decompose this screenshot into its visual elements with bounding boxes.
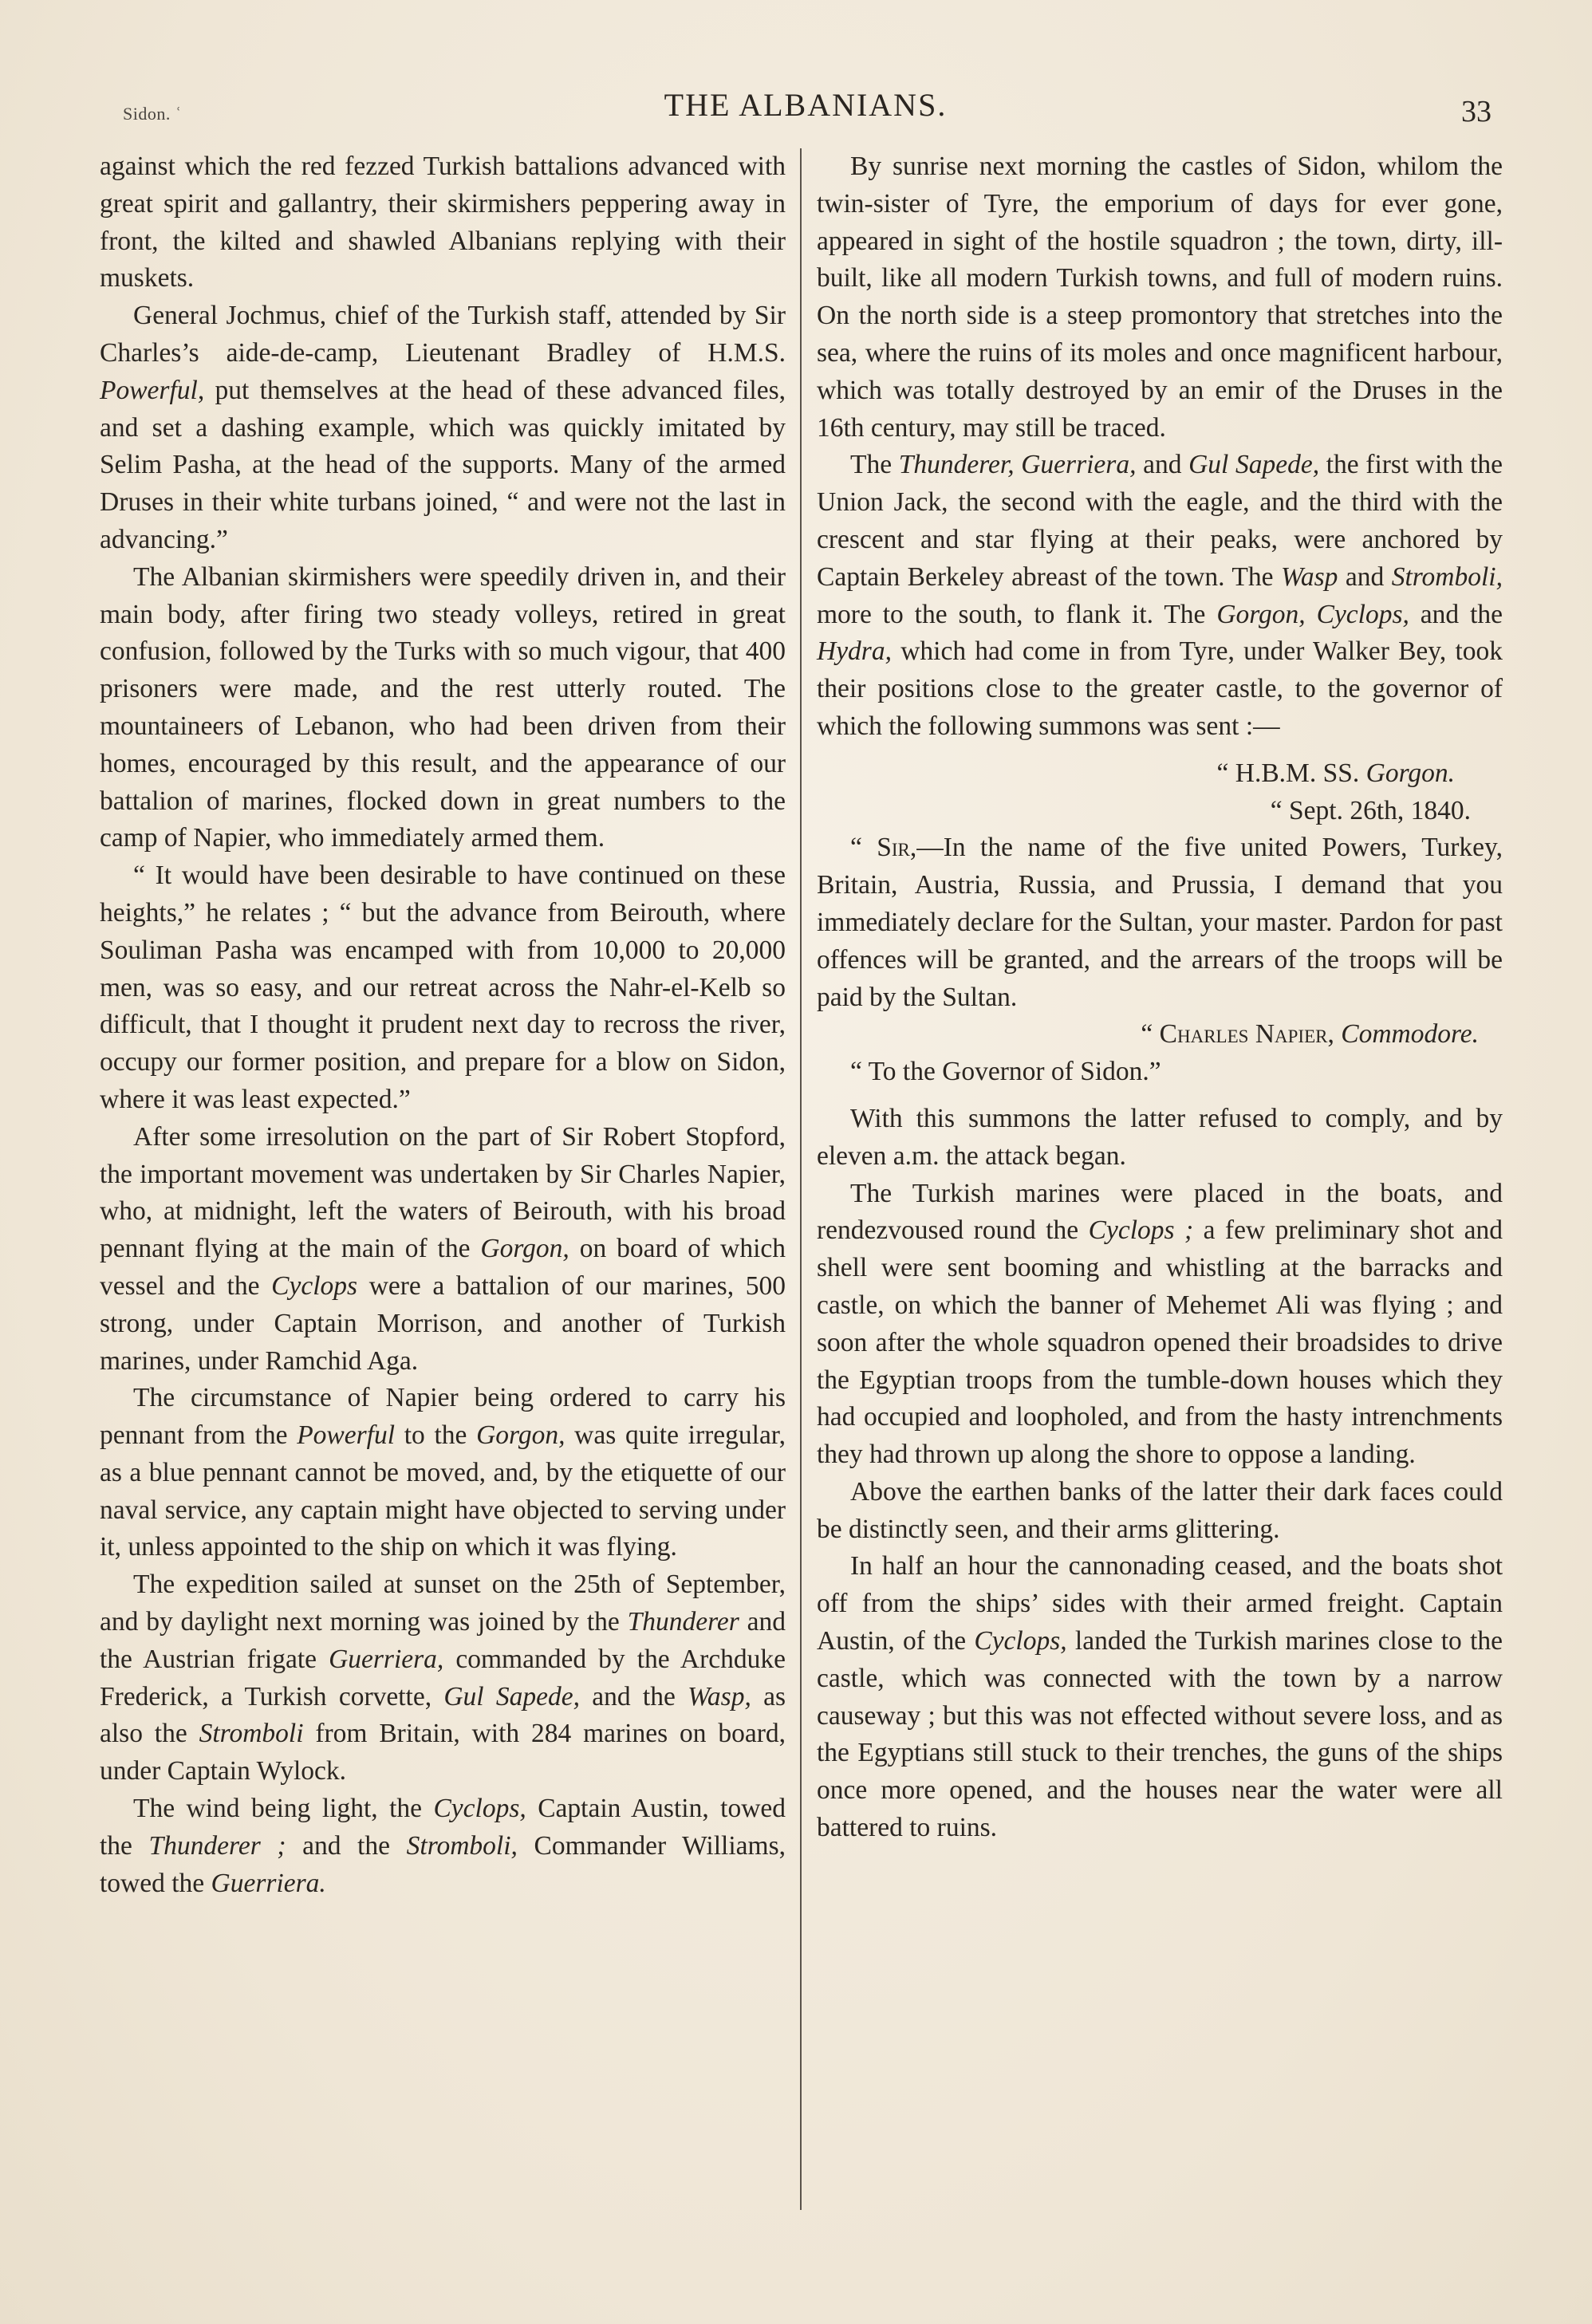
ship-name: Powerful, [100,375,205,405]
ship-name: Stromboli, [406,1830,518,1861]
ship-name: Gul Sapede, [1188,450,1320,480]
ship-name: Wasp, [688,1681,751,1711]
ship-name: Gorgon, [480,1234,569,1264]
right-column [817,148,1503,1847]
paragraph: The Thunderer, Guerriera, and Gul Sapede, the first with the Union Jack, the second with the eagle, and the third with the crescent and star flying at their peaks, were anchored by Captain Berkeley abreast of the town. The Wasp and Stromboli, more to the south, to flank it. The Gorgon, Cyclops, and the Hydra, which had come in from Tyre, under Walker Bey, took their positions close to the greater castle, to the governor of which the following summons was sent :— [817,450,1503,741]
paragraph: In half an hour the cannonading ceased, and the boats shot off from the ships’ sides with their armed freight. Captain Austin, of the Cyclops, landed the Turkish marines close to the castle, which was connected with the town by a narrow causeway ; but this was not effected without severe loss, and as the Egyptians still stuck to their trenches, the guns of the ships once more opened, and the houses near the water were all battered to ruins. [817,1551,1503,1843]
ship-name: Cyclops, [974,1626,1067,1656]
ship-name: Thunderer [627,1607,739,1637]
letter-addressee: “ To the Governor of Sidon.” [850,1057,1161,1087]
ship-name: Guerriera. [211,1868,326,1898]
letter-heading: “ H.B.M. SS. Gorgon. [1216,758,1455,788]
letter-salutation: “ Sir, [850,833,917,863]
page-number: 33 [1461,95,1492,128]
ship-name: Gorgon. [1365,758,1455,788]
paragraph: The circumstance of Napier being ordered to carry his pennant from the Powerful to the Gorgon, was quite irregular, as a blue pennant cannot be moved, and, by the etiquette of our naval service, any captain might have objected to serving under it, unless appointed to the ship on which it was flying. [100,1383,786,1562]
ship-name: Thunderer, [898,450,1015,480]
paragraph: The Turkish marines were placed in the boats, and rendezvoused round the Cyclops ; a few preliminary shot and shell were sent booming and whistling at the barracks and castle, on which the banner of Mehemet Ali was flying ; and soon after the whole squadron opened their broadsides to drive the Egyptian troops from the tumble-down houses which they had occupied and loopholed, and from the hasty intrenchments they had thrown up along the shore to oppose a landing. [817,1178,1503,1470]
letter-body: “ Sir,—In the name of the five united Powers, Turkey, Britain, Austria, Russia, and Prussia, I demand that you immediately declare for the Sultan, your master. Pardon for past offences will be granted, and the arrears of the troops will be paid by the Sultan. [817,833,1503,1012]
ship-name: Gorgon, [1216,599,1306,629]
column-divider [800,148,802,2210]
ship-name: Gorgon, [476,1420,565,1451]
ship-name: Cyclops ; [1088,1215,1194,1246]
paragraph: Above the earthen banks of the latter their dark faces could be distinctly seen, and their arms glittering. [817,1476,1503,1544]
ship-name: Cyclops, [1316,599,1409,629]
paragraph: against which the red fezzed Turkish battalions advanced with great spirit and gallantry, their skirmishers peppering away in front, the kilted and shawled Albanians replying with their muskets. [100,152,786,293]
ship-name: Cyclops, [433,1794,526,1824]
paragraph: After some irresolution on the part of Sir Robert Stopford, the important movement was undertaken by Sir Charles Napier, who, at midnight, left the waters of Beirouth, with his broad pennant flying at the main of the Gorgon, on board of which vessel and the Cyclops were a battalion of our marines, 500 strong, under Captain Morrison, and another of Turkish marines, under Ramchid Aga. [100,1121,786,1376]
paragraph: By sunrise next morning the castles of Sidon, whilom the twin-sister of Tyre, the emporium of days for ever gone, appeared in sight of the hostile squadron ; the town, dirty, ill-built, like all modern Turkish towns, and full of modern ruins. On the north side is a steep promontory that stretches into the sea, where the ruins of its moles and once magnificent harbour, which was totally destroyed by an emir of the Druses in the 16th century, may still be traced. [817,152,1503,443]
paragraph: The Albanian skirmishers were speedily driven in, and their main body, after firing two steady volleys, retired in great confusion, followed by the Turks with so much vigour, that 400 prisoners were made, and the rest utterly routed. The mountaineers of Lebanon, who had been driven from their homes, encouraged by this result, and the appearance of our battalion of marines, flocked down in great numbers to the camp of Napier, who immediately armed them. [100,561,786,853]
margin-note: Sidon. ʿ [123,104,182,124]
ship-name: Gul Sapede, [443,1681,580,1711]
paragraph: “ It would have been desirable to have continued on these heights,” he relates ; “ but the advance from Beirouth, where Souliman Pasha was encamped with from 10,000 to 20,000 men, was so easy, and our retreat across the Nahr-el-Kelb so difficult, that I thought it prudent next day to recross the river, occupy our former position, and prepare for a blow on Sidon, where it was least expected.” [100,861,786,1114]
ship-name: Stromboli [199,1719,304,1749]
letter-signature: “ Charles Napier, Commodore. [1141,1019,1479,1050]
paragraph: General Jochmus, chief of the Turkish staff, attended by Sir Charles’s aide-de-camp, Lieutenant Bradley of H.M.S. Powerful, put themselves at the head of these advanced files, and set a dashing example, which was quickly imitated by Selim Pasha, at the head of the supports. Many of the armed Druses in their white turbans joined, “ and were not the last in advancing.” [100,301,786,554]
ship-name: Cyclops [271,1270,358,1301]
paragraph: The expedition sailed at sunset on the 25th of September, and by daylight next morning was joined by the Thunderer and the Austrian frigate Guerriera, commanded by the Archduke Frederick, a Turkish corvette, Gul Sapede, and the Wasp, as also the Stromboli from Britain, with 284 marines on board, under Captain Wylock. [100,1570,786,1786]
ship-name: Thunderer ; [148,1830,286,1861]
ship-name: Powerful [297,1420,396,1451]
ship-name: Guerriera, [329,1644,444,1674]
letter-date: “ Sept. 26th, 1840. [1270,795,1471,825]
left-column [100,148,786,1902]
ship-name: Wasp [1281,561,1338,592]
running-title: THE ALBANIANS. [664,87,948,123]
paragraph: The wind being light, the Cyclops, Captain Austin, towed the Thunderer ; and the Stromboli, Commander Williams, towed the Guerriera. [100,1794,786,1898]
running-head [120,86,1492,128]
paragraph: With this summons the latter refused to comply, and by eleven a.m. the attack began. [817,1103,1503,1171]
ship-name: Guerriera, [1021,450,1137,480]
ship-name: Hydra, [817,636,892,667]
summons-letter [817,755,1503,1091]
ship-name: Stromboli, [1391,561,1503,592]
